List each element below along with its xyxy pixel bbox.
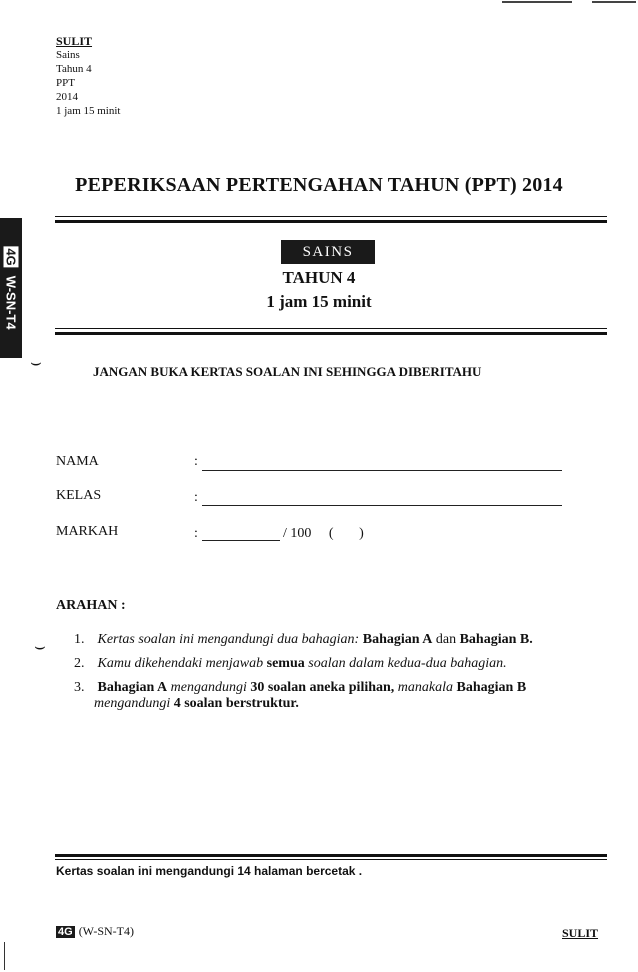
paren-close: ): [359, 526, 364, 541]
instruction-text: soalan dalam kedua-dua bahagian.: [308, 656, 507, 671]
divider: [55, 859, 607, 860]
instruction-number: 2.: [74, 656, 85, 671]
scan-mark: [592, 1, 636, 3]
instruction-emphasis: Bahagian A: [362, 632, 433, 647]
binding-tick-icon: ⌣: [34, 636, 46, 657]
instruction-emphasis: Bahagian A: [97, 680, 168, 695]
markah-total: [283, 526, 364, 542]
header-exam: PPT: [56, 77, 75, 89]
divider: [55, 854, 607, 857]
instruction-emphasis: semua: [266, 656, 305, 671]
instruction-emphasis: 30 soalan aneka pilihan,: [250, 680, 395, 695]
markah-total-text: / 100: [283, 526, 312, 541]
scan-mark: [4, 942, 5, 970]
divider: [55, 216, 607, 217]
paper-code: [56, 924, 134, 939]
side-tab-tag: 4G: [3, 248, 19, 266]
instruction-text: Kertas soalan ini mengandungi dua bahagian:: [97, 632, 360, 647]
side-tab: [0, 218, 22, 358]
paper-code-text: (W-SN-T4): [78, 924, 135, 938]
colon: :: [194, 490, 198, 505]
markah-label: MARKAH: [56, 524, 119, 539]
subject-box: SAINS: [281, 240, 375, 264]
colon: :: [194, 454, 198, 469]
classification-label: SULIT: [56, 34, 93, 48]
colon: :: [194, 526, 198, 541]
nama-field[interactable]: [202, 470, 562, 471]
warning-text: JANGAN BUKA KERTAS SOALAN INI SEHINGGA DIBERITAHU: [93, 364, 482, 379]
header-year: Tahun 4: [56, 63, 92, 75]
nama-label: NAMA: [56, 454, 99, 469]
instruction-emphasis: Bahagian B.: [459, 632, 533, 647]
paper-badge: 4G: [58, 926, 73, 938]
side-tab-code-text: W-SN-T4: [3, 275, 19, 330]
page-title: PEPERIKSAAN PERTENGAHAN TAHUN (PPT) 2014: [75, 174, 563, 196]
scan-mark: [502, 1, 572, 3]
instruction-number: 1.: [74, 632, 85, 647]
kelas-label: KELAS: [56, 488, 102, 503]
divider: [55, 220, 607, 223]
divider: [55, 332, 607, 335]
page-count-note: Kertas soalan ini mengandungi 14 halaman bercetak .: [56, 864, 363, 878]
footer-classification: SULIT: [562, 926, 599, 940]
divider: [55, 328, 607, 329]
instruction-emphasis: Bahagian B: [456, 680, 527, 695]
header-subject: Sains: [56, 49, 80, 61]
instruction-item: [74, 680, 594, 712]
instructions-title: ARAHAN :: [56, 598, 126, 613]
side-tab-code: [4, 246, 19, 329]
instruction-item: [74, 656, 507, 672]
duration-heading: 1 jam 15 minit: [266, 292, 372, 311]
instruction-text: mengandungi: [94, 696, 171, 711]
instruction-text: mengandungi: [170, 680, 247, 695]
instruction-emphasis: 4 soalan berstruktur.: [173, 696, 299, 711]
markah-field[interactable]: [202, 540, 280, 541]
instruction-text: dan: [435, 632, 457, 647]
paren-open: (: [328, 526, 334, 541]
instruction-text: manakala: [397, 680, 454, 695]
binding-tick-icon: ⌣: [30, 352, 42, 373]
year-heading: TAHUN 4: [282, 268, 356, 287]
instruction-text: Kamu dikehendaki menjawab: [97, 656, 264, 671]
document-header: [56, 34, 120, 118]
kelas-field[interactable]: [202, 505, 562, 506]
instruction-item: [74, 632, 533, 648]
instruction-number: 3.: [74, 680, 85, 695]
header-exam-year: 2014: [56, 91, 78, 103]
header-duration: 1 jam 15 minit: [56, 105, 121, 117]
